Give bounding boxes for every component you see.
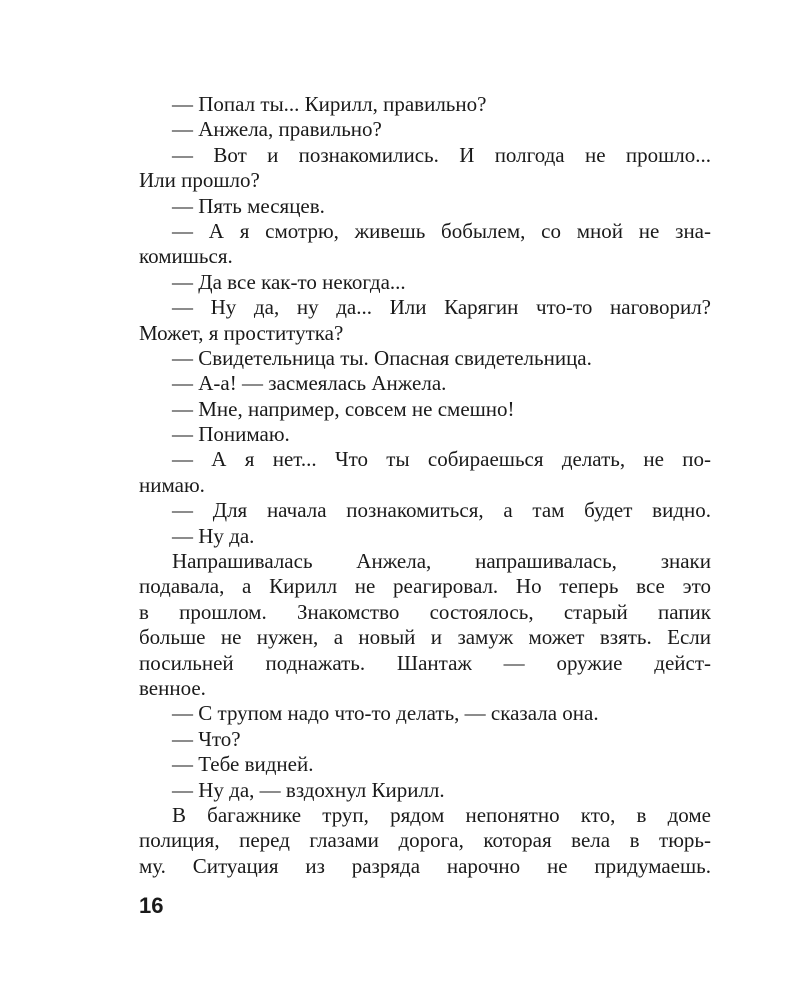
text-line: — Ну да.	[172, 523, 255, 548]
text-line: му. Ситуация из разряда нарочно не придумаешь.	[139, 853, 711, 878]
text-line: — Ну да, ну да... Или Карягин что-то наговорил?	[172, 295, 711, 320]
body-text	[139, 92, 711, 879]
text-line: — А я смотрю, живешь бобылем, со мной не зна-	[172, 218, 711, 243]
text-line: В багажнике труп, рядом непонятно кто, в доме	[172, 802, 711, 827]
text-line: полиция, перед глазами дорога, которая вела в тюрь-	[139, 828, 711, 853]
text-line: Напрашивалась Анжела, напрашивалась, знаки	[172, 549, 711, 574]
text-line: — А-а! — засмеялась Анжела.	[172, 371, 447, 396]
text-line: — Свидетельница ты. Опасная свидетельница.	[172, 345, 592, 370]
text-line: — Пять месяцев.	[172, 193, 325, 218]
text-line: — Что?	[172, 726, 241, 751]
text-line: — С трупом надо что-то делать, — сказала она.	[172, 701, 599, 726]
text-line: подавала, а Кирилл не реагировал. Но теперь все это	[139, 574, 711, 599]
text-line: — Да все как-то некогда...	[172, 269, 406, 294]
text-line: — Для начала познакомиться, а там будет видно.	[172, 498, 711, 523]
text-line: комишься.	[139, 244, 233, 269]
text-line: — Понимаю.	[172, 422, 290, 447]
text-line: нимаю.	[139, 472, 205, 497]
text-line: — Вот и познакомились. И полгода не прошло...	[172, 142, 711, 167]
text-line: посильней поднажать. Шантаж — оружие дейст-	[139, 650, 711, 675]
text-line: Или прошло?	[139, 168, 260, 193]
text-line: больше не нужен, а новый и замуж может взять. Если	[139, 625, 711, 650]
text-line: — Попал ты... Кирилл, правильно?	[172, 92, 487, 116]
text-line: — А я нет... Что ты собираешься делать, не по-	[172, 447, 711, 472]
text-line: Может, я проститутка?	[139, 320, 344, 345]
text-line: — Ну да, — вздохнул Кирилл.	[172, 777, 445, 802]
page-number: 16	[139, 893, 164, 918]
text-line: — Мне, например, совсем не смешно!	[172, 396, 515, 421]
text-line: в прошлом. Знакомство состоялось, старый папик	[139, 599, 711, 624]
text-line: — Анжела, правильно?	[172, 117, 382, 142]
text-line: — Тебе видней.	[172, 752, 314, 777]
text-line: венное.	[139, 675, 206, 700]
